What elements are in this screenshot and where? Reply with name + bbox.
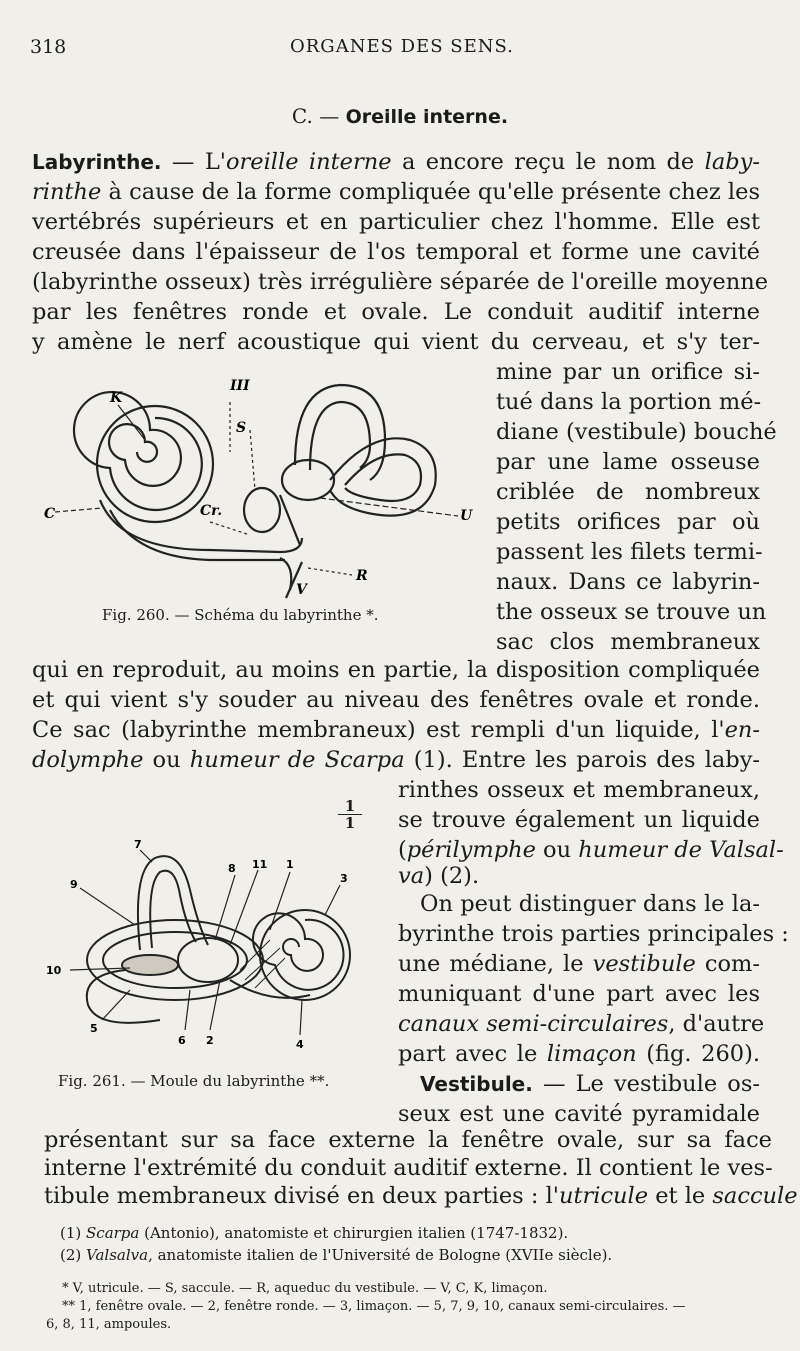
page-number: 318 xyxy=(30,36,67,58)
run: ou xyxy=(143,747,190,773)
text-line: sac clos membraneux xyxy=(496,629,760,655)
text-line xyxy=(32,746,760,774)
canal-superior xyxy=(138,856,208,950)
run-italic: utricule xyxy=(558,1183,649,1209)
figure-260-labyrinth-schema xyxy=(40,360,490,630)
figure-261-legend-cont: 6, 8, 11, ampoules. xyxy=(46,1317,172,1332)
cochlear-duct-outer xyxy=(110,510,285,560)
run: Ce sac (labyrinthe membraneux) est rempli d'un liquide, l' xyxy=(32,717,725,743)
run: (Antonio), anatomiste et chirurgien italien (1747-1832). xyxy=(139,1224,569,1242)
run-italic: saccule xyxy=(712,1183,798,1209)
text-line: par les fenêtres ronde et ovale. Le conduit auditif interne xyxy=(32,299,760,325)
scale-denominator: 1 xyxy=(338,814,362,831)
text-line: et qui vient s'y souder au niveau des fenêtres ovale et ronde. xyxy=(32,687,760,713)
run-italic: vestibule xyxy=(592,951,696,977)
run-italic: humeur de Valsal- xyxy=(578,837,784,863)
run-italic: limaçon xyxy=(546,1041,637,1067)
text-line xyxy=(44,1182,798,1210)
figure-261-legend: ** 1, fenêtre ovale. — 2, fenêtre ronde. — 3, limaçon. — 5, 7, 9, 10, canaux semi-circulaires. — xyxy=(62,1299,686,1314)
run-italic: rinthe xyxy=(32,179,102,205)
run-italic: périlymphe xyxy=(406,837,536,863)
run: (fig. 260). xyxy=(636,1041,761,1067)
text-line: petits orifices par où xyxy=(496,509,760,535)
text-line: y amène le nerf acoustique qui vient du cerveau, et s'y ter- xyxy=(32,329,760,355)
text-line: par une lame osseuse xyxy=(496,449,760,475)
text-line: passent les filets termi- xyxy=(496,539,763,565)
run: ) (2). xyxy=(424,863,480,889)
run-italic: humeur de Scarpa xyxy=(189,747,405,773)
text-line: byrinthe trois parties principales : xyxy=(398,921,789,947)
label-R: R xyxy=(356,568,368,584)
run-italic: en- xyxy=(724,717,760,743)
label-8: 8 xyxy=(228,862,236,875)
figure-261-scale xyxy=(338,798,362,831)
cochlea xyxy=(260,910,350,1000)
running-head xyxy=(0,36,800,58)
scale-numerator: 1 xyxy=(344,797,356,815)
label-6: 6 xyxy=(178,1034,186,1047)
text-line xyxy=(398,836,784,864)
run: , anatomiste italien de l'Université de Bologne (XVIIe siècle). xyxy=(148,1246,613,1264)
section-prefix: C. — xyxy=(291,104,346,128)
run-italic: Scarpa xyxy=(86,1224,140,1242)
label-3: 3 xyxy=(340,872,348,885)
text-line: se trouve également un liquide xyxy=(398,807,760,833)
text-line: qui en reproduit, au moins en partie, la disposition compliquée xyxy=(32,657,760,683)
label-4: 4 xyxy=(296,1038,304,1051)
run-italic: Valsalva xyxy=(86,1246,149,1264)
label-2: 2 xyxy=(206,1034,214,1047)
text-line: seux est une cavité pyramidale xyxy=(398,1101,760,1127)
label-11: 11 xyxy=(252,858,268,871)
text-line: muniquant d'une part avec les xyxy=(398,981,760,1007)
semicircular-canal-posterior xyxy=(330,438,436,515)
run: ou xyxy=(535,837,579,863)
text-line xyxy=(398,950,760,978)
text-line: criblée de nombreux xyxy=(496,479,760,505)
text-line: interne l'extrémité du conduit auditif externe. Il contient le ves- xyxy=(44,1155,773,1181)
label-9: 9 xyxy=(70,878,78,891)
text-line: creusée dans l'épaisseur de l'os temporal et forme une cavité xyxy=(32,239,760,265)
run: com- xyxy=(695,951,760,977)
label-5: 5 xyxy=(90,1022,98,1035)
text-line xyxy=(32,178,760,206)
text-line xyxy=(420,1070,760,1098)
run: — Le vestibule os- xyxy=(532,1071,760,1097)
vestibule-saccule xyxy=(244,488,280,532)
figure-260-caption: Fig. 260. — Schéma du labyrinthe *. xyxy=(102,606,379,624)
figure-261-labyrinth-cast xyxy=(40,830,380,1060)
label-1: 1 xyxy=(286,858,294,871)
text-line: vertébrés supérieurs et en particulier chez l'homme. Elle est xyxy=(32,209,760,235)
text-line xyxy=(398,862,760,890)
label-U: U xyxy=(460,508,473,524)
run: une médiane, le xyxy=(398,951,593,977)
text-line: présentant sur sa face externe la fenêtre ovale, sur sa face xyxy=(44,1127,772,1153)
figure-261-caption: Fig. 261. — Moule du labyrinthe **. xyxy=(58,1072,330,1090)
text-line: tué dans la portion mé- xyxy=(496,389,762,415)
label-7: 7 xyxy=(134,838,142,851)
run-italic: dolymphe xyxy=(32,747,144,773)
run-heading: Labyrinthe. xyxy=(32,150,162,174)
vestibule-utricle xyxy=(282,460,334,500)
run: (1) xyxy=(60,1224,87,1242)
run-heading: Vestibule. xyxy=(420,1072,533,1096)
text-line: naux. Dans ce labyrin- xyxy=(496,569,760,595)
run: — L' xyxy=(161,149,226,175)
cochlea-spiral xyxy=(74,392,202,510)
run-italic: laby- xyxy=(704,149,760,175)
text-line: the osseux se trouve un xyxy=(496,599,767,625)
running-title: ORGANES DES SENS. xyxy=(290,36,514,57)
run: part avec le xyxy=(398,1041,547,1067)
run: ( xyxy=(398,837,407,863)
label-C: C xyxy=(44,506,56,522)
text-line xyxy=(32,148,760,176)
run: et le xyxy=(648,1183,713,1209)
text-line xyxy=(398,1040,760,1068)
run: , d'autre xyxy=(668,1011,765,1037)
label-S: S xyxy=(236,420,247,436)
text-line xyxy=(398,1010,765,1038)
label-V: V xyxy=(296,582,307,598)
footnote-2 xyxy=(60,1246,612,1265)
text-line: mine par un orifice si- xyxy=(496,359,760,385)
run: a encore reçu le nom de xyxy=(391,149,705,175)
label-10: 10 xyxy=(46,964,62,977)
label-III: III xyxy=(230,378,250,394)
run: à cause de la forme compliquée qu'elle présente chez les xyxy=(101,179,760,205)
text-line: diane (vestibule) bouché xyxy=(496,419,777,445)
footnote-1 xyxy=(60,1224,568,1243)
run: tibule membraneux divisé en deux parties : l' xyxy=(44,1183,559,1209)
section-title xyxy=(0,104,800,128)
run: (2) xyxy=(60,1246,87,1264)
label-Cr: Cr. xyxy=(200,503,223,519)
run: (1). Entre les parois des laby- xyxy=(404,747,761,773)
section-heading: Oreille interne. xyxy=(345,106,509,128)
semicircular-canal-superior xyxy=(295,385,385,480)
text-line xyxy=(32,716,760,744)
label-K: K xyxy=(110,390,123,406)
text-line: (labyrinthe osseux) très irrégulière séparée de l'oreille moyenne xyxy=(32,269,769,295)
figure-260-legend: * V, utricule. — S, saccule. — R, aqueduc du vestibule. — V, C, K, limaçon. xyxy=(62,1281,548,1296)
run-italic: va xyxy=(398,863,425,889)
cochlea-outline xyxy=(97,406,213,522)
text-line: On peut distinguer dans le la- xyxy=(420,891,760,917)
run-italic: oreille interne xyxy=(225,149,392,175)
text-line: rinthes osseux et membraneux, xyxy=(398,777,760,803)
run-italic: canaux semi-circulaires xyxy=(398,1011,669,1037)
